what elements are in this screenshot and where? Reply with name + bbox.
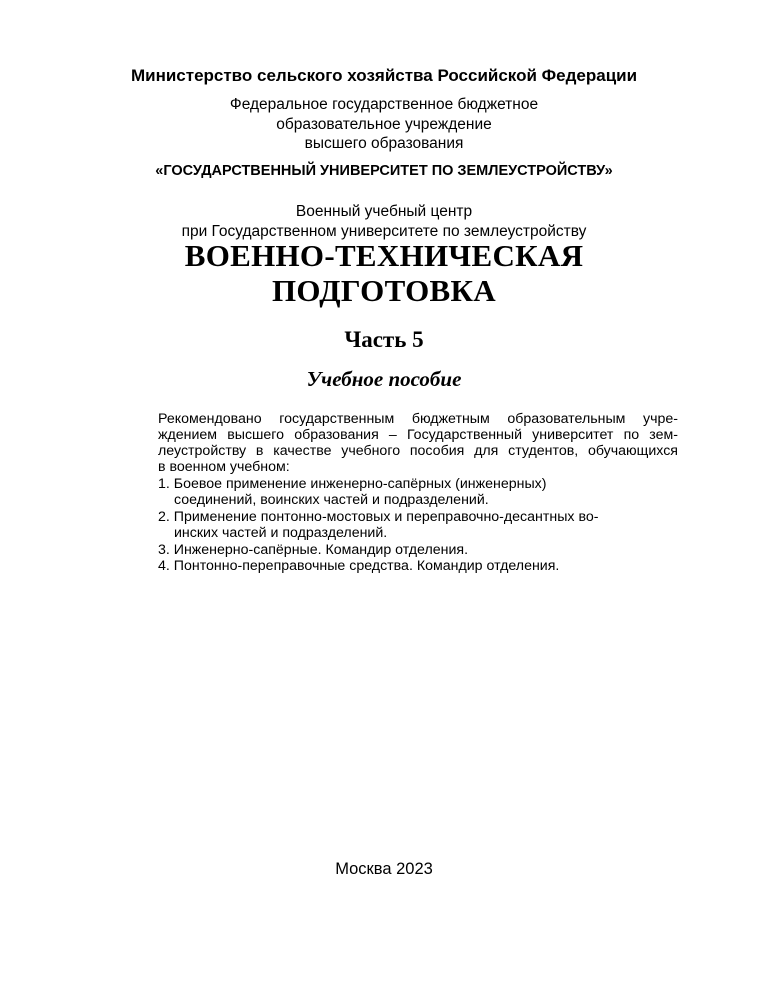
institution-line: Федеральное государственное бюджетное [229,96,539,113]
recommendation-line: в военном учебном: [158,459,290,475]
book-title-line: ВОЕННО-ТЕХНИЧЕСКАЯ [184,238,584,273]
institution-line: образовательное учреждение [276,116,492,133]
list-item: 1. Боевое применение инженерно-сапёрных (инженерных) [158,476,547,492]
book-title-line: ПОДГОТОВКА [272,273,496,308]
military-center-line: Военный учебный центр [295,203,473,220]
list-item: 4. Понтонно-переправочные средства. Командир отделения. [158,558,560,574]
recommendation-line: ждением высшего образования – Государственный университет по зем- [158,427,678,443]
publication-type: Учебное пособие [306,367,462,391]
list-item: 2. Применение понтонно-мостовых и переправочно-десантных во- [158,509,599,525]
institution-line: высшего образования [304,135,464,152]
list-item-continuation: инских частей и подразделений. [174,525,388,541]
list-item-continuation: соединений, воинских частей и подразделений. [174,492,489,508]
university-name: «ГОСУДАРСТВЕННЫЙ УНИВЕРСИТЕТ ПО ЗЕМЛЕУСТРОЙСТВУ» [155,163,613,179]
recommendation-line: леустройству в качестве учебного пособия для студентов, обучающихся [158,443,678,459]
recommendation-line: Рекомендовано государственным бюджетным образовательным учре- [158,411,678,427]
city-year: Москва 2023 [335,860,433,878]
military-center-line: при Государственном университете по землеустройству [181,223,587,240]
list-item: 3. Инженерно-сапёрные. Командир отделения. [158,542,469,558]
ministry-name: Министерство сельского хозяйства Российской Федерации [130,66,638,85]
part-number: Часть 5 [344,327,424,352]
